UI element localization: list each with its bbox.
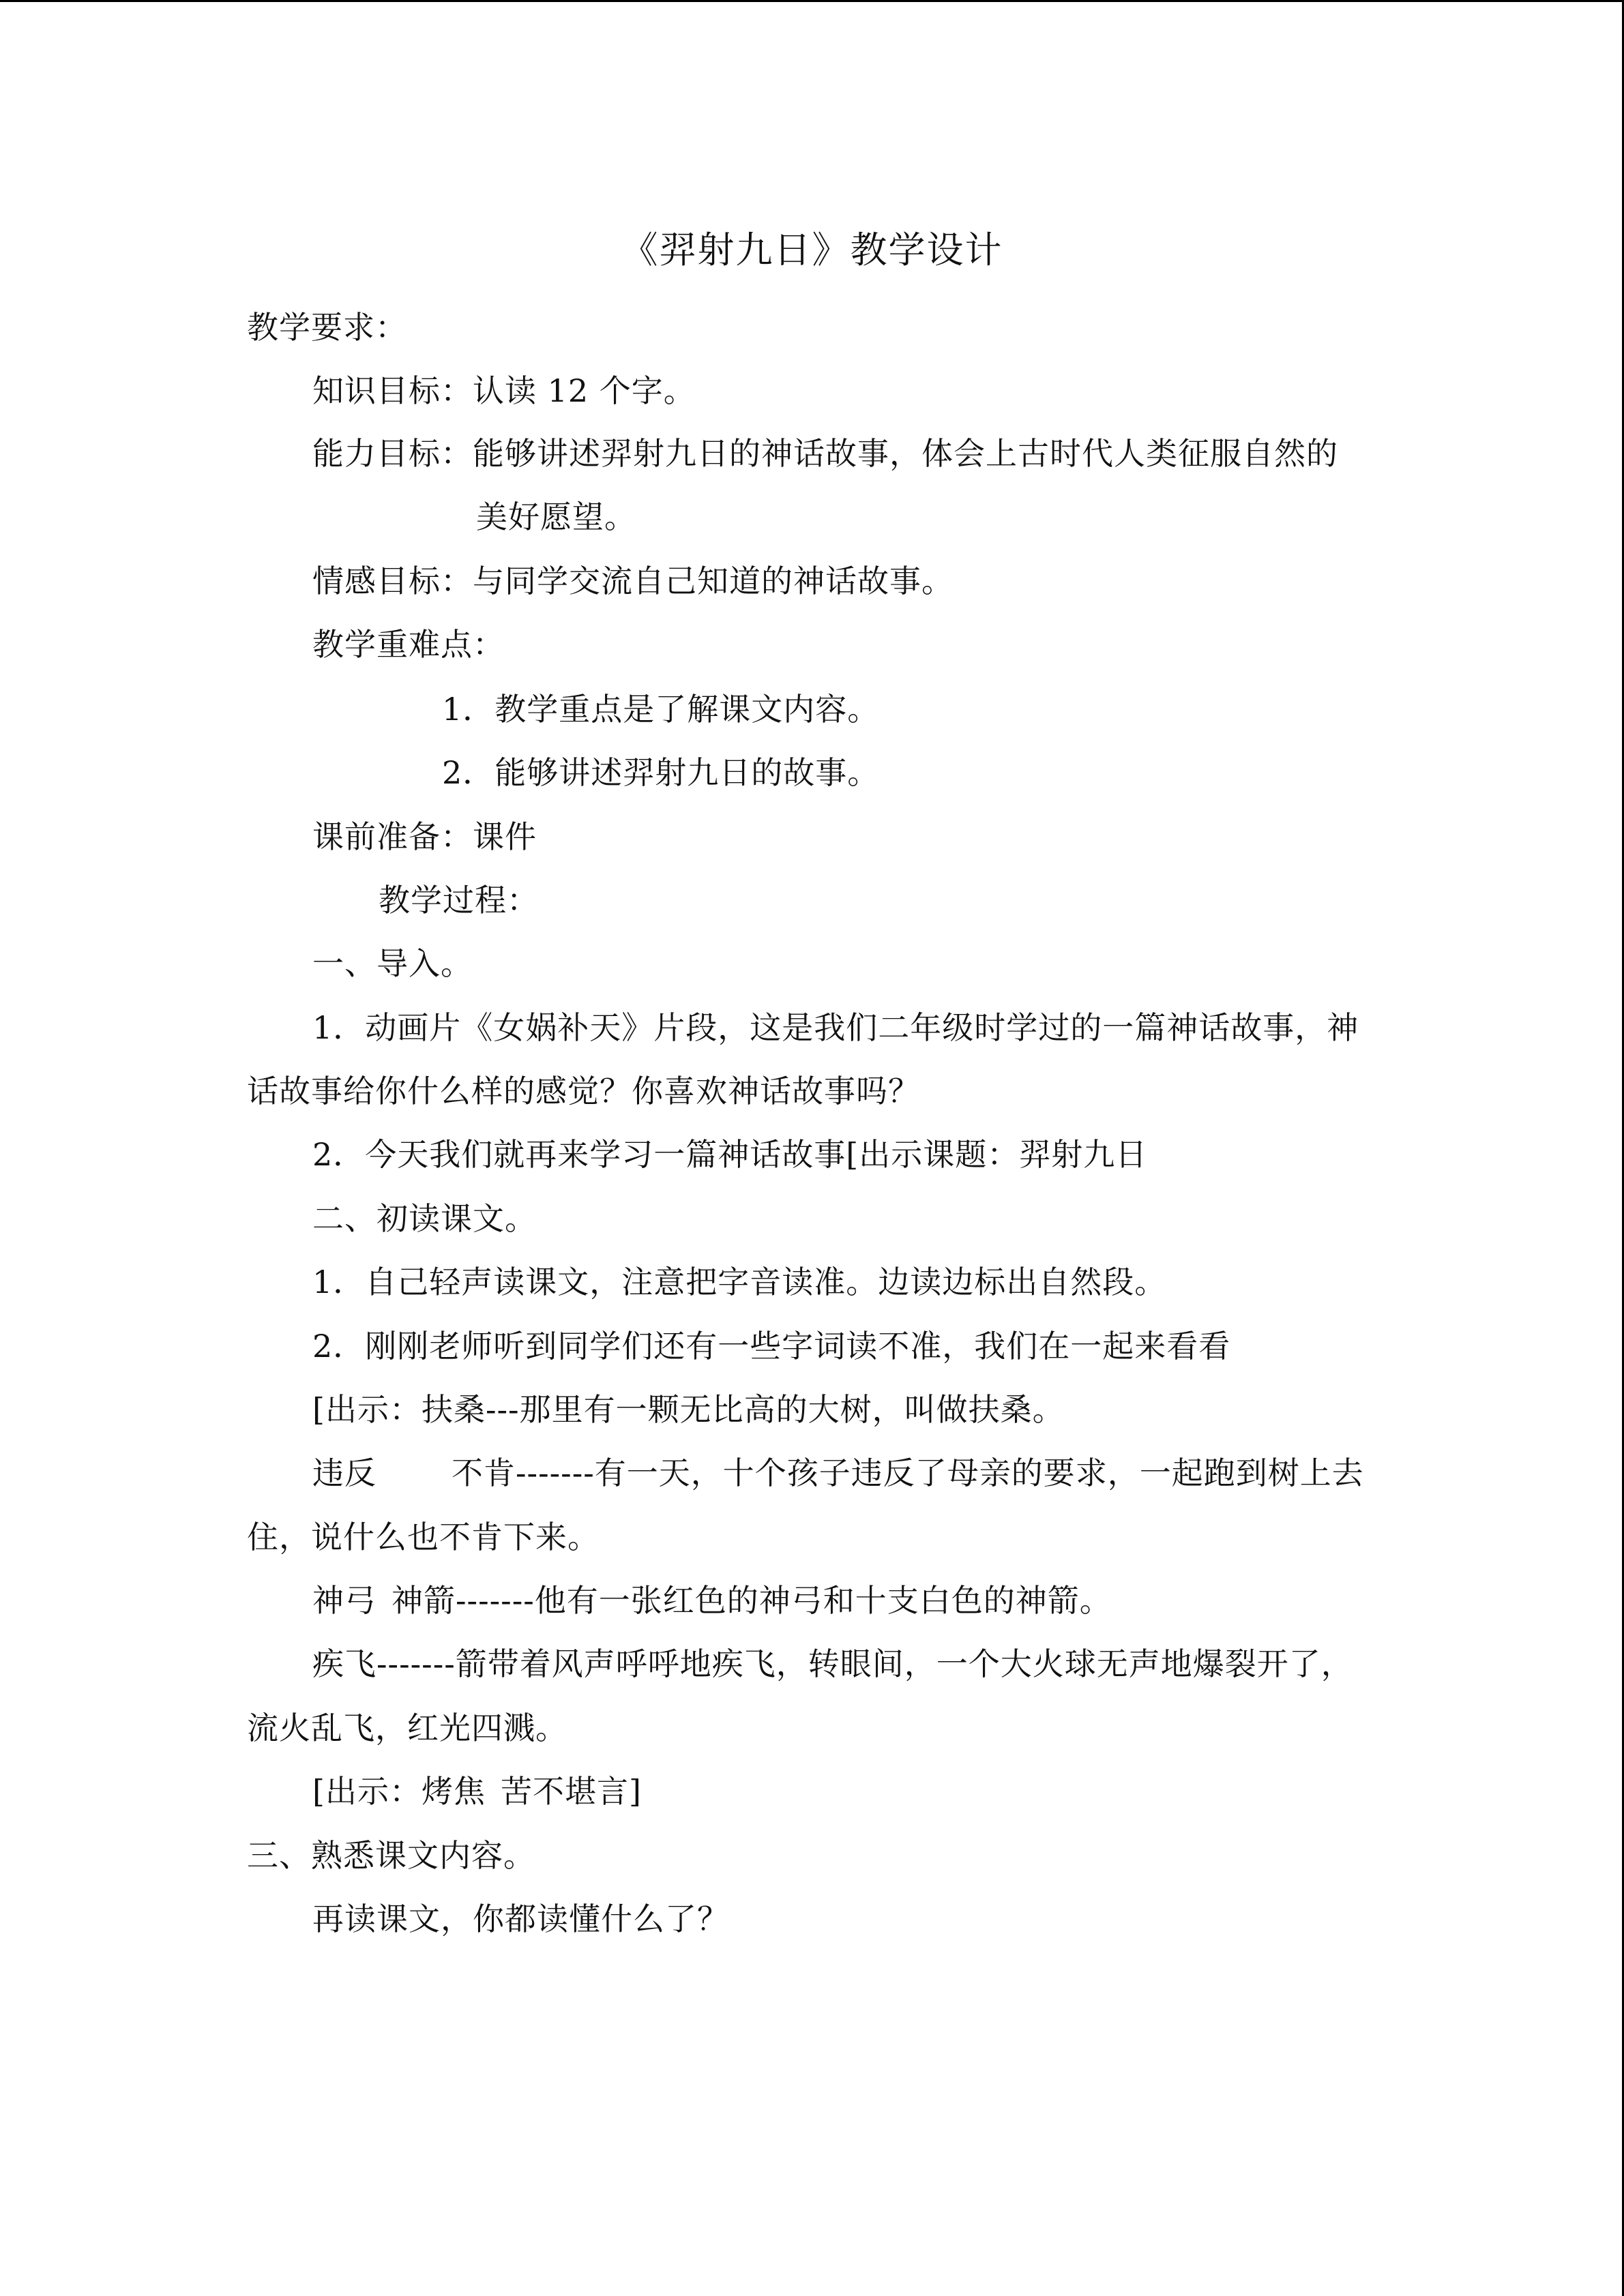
section-1-item-1-line-1: 1．动画片《女娲补天》片段，这是我们二年级时学过的一篇神话故事，神 — [312, 1009, 1359, 1046]
vocab-weifan-line-1 — [312, 1452, 1364, 1493]
section-2-item-1: 1．自己轻声读课文，注意把字音读准。边读边标出自然段。 — [312, 1264, 1167, 1300]
vocab-shengong-word: 神弓 — [312, 1582, 377, 1619]
vocab-weifan-sentence: 不肯-------有一天，十个孩子违反了母亲的要求，一起跑到树上去 — [452, 1455, 1364, 1491]
key-points-heading: 教学重难点： — [312, 626, 505, 663]
key-point-2: 2．能够讲述羿射九日的故事。 — [442, 754, 880, 791]
preparation: 课前准备：课件 — [312, 818, 537, 855]
vocab-kaojiao — [312, 1771, 642, 1812]
section-2-item-2: 2．刚刚老师听到同学们还有一些字词读不准，我们在一起来看看 — [312, 1328, 1231, 1365]
ability-goal-line-1: 能力目标：能够讲述羿射九日的神话故事，体会上古时代人类征服自然的 — [312, 435, 1338, 472]
key-point-1: 1．教学重点是了解课文内容。 — [442, 691, 880, 728]
section-2-heading: 二、初读课文。 — [312, 1200, 537, 1237]
section-1-item-1-line-2: 话故事给你什么样的感觉？你喜欢神话故事吗？ — [247, 1073, 920, 1109]
section-1-item-2: 2．今天我们就再来学习一篇神话故事[出示课题：羿射九日 — [312, 1136, 1148, 1173]
vocab-weifan-word: 违反 — [312, 1455, 377, 1491]
section-1-heading: 一、导入。 — [312, 945, 473, 982]
section-3-heading: 三、熟悉课文内容。 — [247, 1837, 535, 1874]
vocab-kaojiao-a: [出示：烤焦 — [312, 1773, 486, 1810]
requirements-heading: 教学要求： — [247, 309, 407, 346]
vocab-fusang: [出示：扶桑---那里有一颗无比高的大树，叫做扶桑。 — [312, 1391, 1065, 1428]
vocab-jifei-line-1: 疾飞-------箭带着风声呼呼地疾飞，转眼间，一个大火球无声地爆裂开了， — [312, 1645, 1353, 1682]
vocab-shengong — [312, 1580, 1112, 1621]
section-3-question: 再读课文，你都读懂什么了？ — [312, 1900, 729, 1937]
document-title: 《羿射九日》教学设计 — [621, 228, 1003, 271]
emotion-goal: 情感目标：与同学交流自己知道的神话故事。 — [312, 563, 954, 599]
process-heading: 教学过程： — [379, 882, 539, 919]
vocab-weifan-line-2: 住，说什么也不肯下来。 — [247, 1519, 600, 1555]
vocab-kaojiao-b: 苦不堪言] — [500, 1773, 642, 1810]
vocab-jifei-line-2: 流火乱飞，红光四溅。 — [247, 1710, 567, 1746]
vocab-shengong-sentence: 神箭-------他有一张红色的神弓和十支白色的神箭。 — [392, 1582, 1112, 1619]
ability-goal-line-2: 美好愿望。 — [476, 498, 636, 535]
knowledge-goal: 知识目标：认读 12 个字。 — [312, 372, 696, 409]
top-border — [0, 0, 1624, 2]
